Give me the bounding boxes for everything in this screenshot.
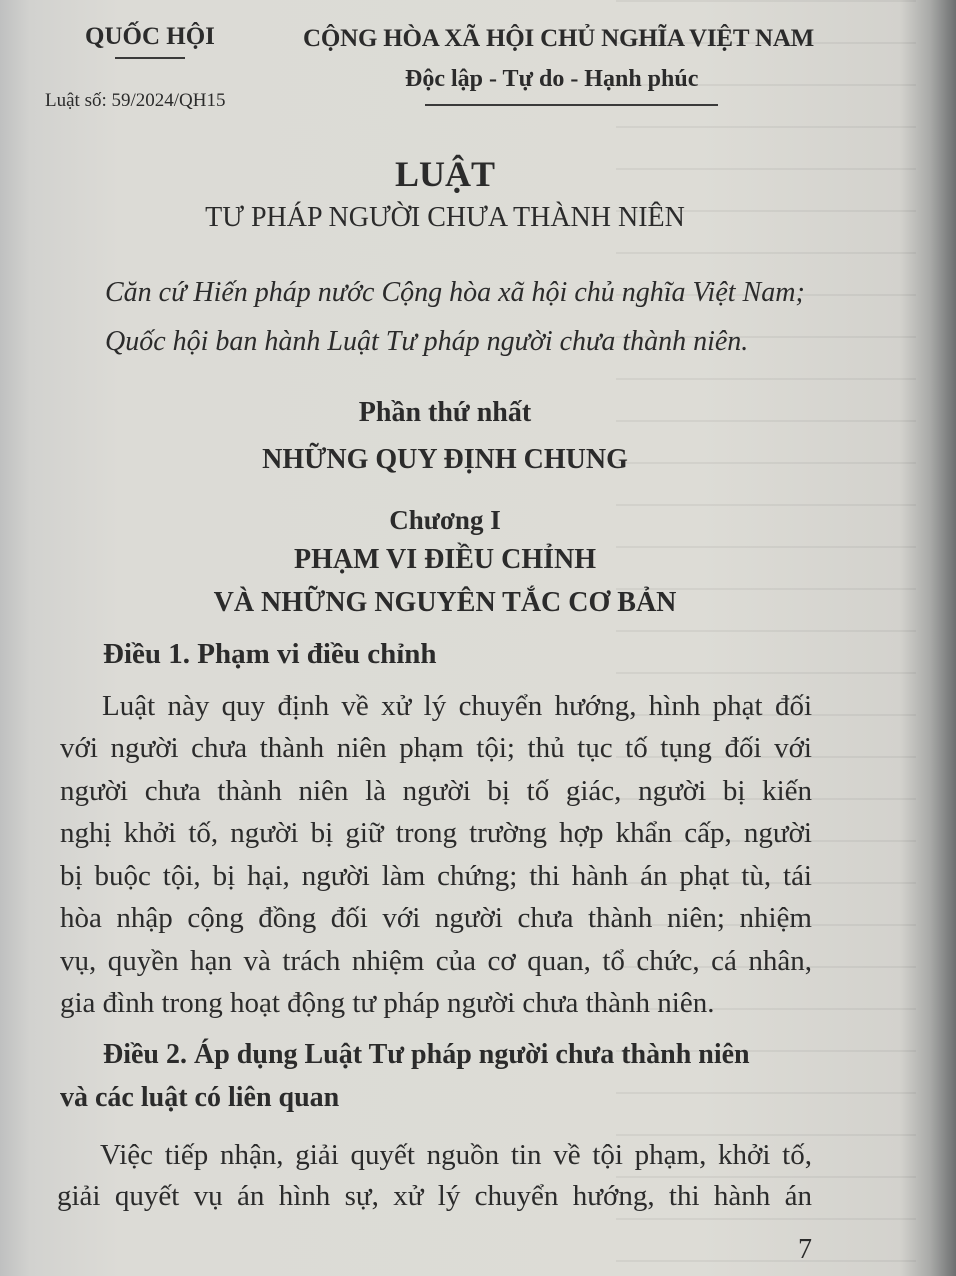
law-number: Luật số: 59/2024/QH15 xyxy=(45,90,226,111)
article-2-line: Việc tiếp nhận, giải quyết nguồn tin về tội phạm, khởi tố, xyxy=(100,1139,812,1171)
article-2-line: giải quyết vụ án hình sự, xử lý chuyển hướng, thi hành án xyxy=(57,1180,812,1212)
article-1-heading: Điều 1. Phạm vi điều chỉnh xyxy=(103,638,437,670)
article-2-heading: Điều 2. Áp dụng Luật Tư pháp người chưa thành niên xyxy=(103,1039,750,1070)
article-2-heading: và các luật có liên quan xyxy=(60,1082,340,1113)
chapter-label: Chương I xyxy=(389,505,501,535)
motto-underline xyxy=(425,104,718,106)
article-1-line: người chưa thành niên là người bị tố giác, người bị kiến xyxy=(60,775,812,807)
article-1-line: vụ, quyền hạn và trách nhiệm của cơ quan, tổ chức, cá nhân, xyxy=(60,945,812,977)
article-1-line: với người chưa thành niên phạm tội; thủ tục tố tụng đối với xyxy=(60,732,812,764)
motto: Độc lập - Tự do - Hạnh phúc xyxy=(405,66,699,92)
article-1-line: gia đình trong hoạt động tư pháp người chưa thành niên. xyxy=(60,987,715,1019)
country-name: CỘNG HÒA XÃ HỘI CHỦ NGHĨA VIỆT NAM xyxy=(303,25,815,52)
article-1-line: bị buộc tội, bị hại, người làm chứng; thi hành án phạt tù, tái xyxy=(60,860,812,892)
part-label: Phần thứ nhất xyxy=(358,397,532,428)
issuer: QUỐC HỘI xyxy=(85,23,215,50)
law-title: LUẬT xyxy=(394,154,496,194)
chapter-title: PHẠM VI ĐIỀU CHỈNH xyxy=(293,544,597,575)
preamble-line: Quốc hội ban hành Luật Tư pháp người chưa thành niên. xyxy=(105,326,749,357)
page-number: 7 xyxy=(798,1234,812,1265)
preamble-line: Căn cứ Hiến pháp nước Cộng hòa xã hội chủ nghĩa Việt Nam; xyxy=(105,277,805,308)
part-title: NHỮNG QUY ĐỊNH CHUNG xyxy=(262,444,628,475)
article-1-line: nghị khởi tố, người bị giữ trong trường hợp khẩn cấp, người xyxy=(60,817,812,849)
law-subtitle: TƯ PHÁP NGƯỜI CHƯA THÀNH NIÊN xyxy=(205,202,685,233)
article-1-line: hòa nhập cộng đồng đối với người chưa thành niên; nhiệm xyxy=(60,902,812,934)
chapter-title: VÀ NHỮNG NGUYÊN TẮC CƠ BẢN xyxy=(213,587,677,618)
issuer-underline xyxy=(115,57,185,59)
article-1-line: Luật này quy định về xử lý chuyển hướng, hình phạt đối xyxy=(102,690,812,722)
